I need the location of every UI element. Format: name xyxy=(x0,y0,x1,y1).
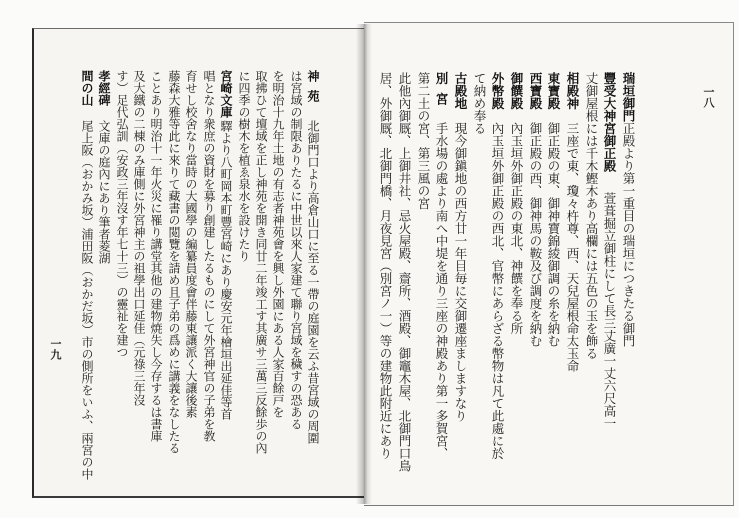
column-heading: 古殿地 xyxy=(453,72,468,110)
text-column xyxy=(183,70,199,418)
column-heading: 外幣殿 xyxy=(490,72,505,110)
column-text: 尾上阪（おかみ坂）浦田阪（おかだ坂）市の側所をいふ、兩宮の中 xyxy=(80,120,94,480)
text-column xyxy=(583,72,599,360)
column-text: 御正殿の西、御神馬の鞍及び調度を納む xyxy=(528,122,543,347)
column-text: 丈御屋根には千木鰹木あり高欄には五色の玉を飾る xyxy=(584,72,599,360)
column-text: 及大鐵の二棟のみ庫側に外宮神主の祖學出口延佳（元祿三年沒 xyxy=(132,70,146,406)
column-heading: 間の山 xyxy=(80,70,94,106)
text-column xyxy=(96,70,112,264)
text-column xyxy=(433,72,449,460)
book-gutter xyxy=(356,24,372,504)
column-text: ことあり明治十一年火災に罹り講堂其他の建物焼失し今存するは書庫 xyxy=(149,70,163,442)
column-text: 文庫の庭內にあり筆者菱湖 xyxy=(97,120,111,264)
column-text: 居、外御厩、北御門橋、月夜見宮（別宮ノ一）等の建物此附近にあり xyxy=(378,72,393,460)
text-column xyxy=(131,70,147,406)
column-text: を明治十九年土地の有志者神苑會を興し外園にある人家百餘戸を xyxy=(271,70,285,418)
column-text: に四季の樹木を植ゑ泉水を設けたり xyxy=(237,70,251,262)
column-text: 第二土の宮、第三風の宮 xyxy=(416,72,431,210)
text-column xyxy=(114,70,130,358)
text-column xyxy=(288,70,304,430)
column-text: て納め奉る xyxy=(472,72,487,135)
column-text: 藤森大雅等此に來りて藏書の閲覽を請め且子弟の爲めに講義をなしたる xyxy=(167,70,181,454)
column-text: 內玉垣外御正殿の東北、神饌を奉る所 xyxy=(509,122,524,335)
column-heading: 御饌殿 xyxy=(509,72,524,110)
column-text: 育せし校舍なり當時の大國學の編纂員度會伴藤東讓派く大讓後素 xyxy=(184,70,198,418)
text-column xyxy=(396,72,412,472)
column-text: 現今御鎭地の西方廿一年目毎に交御遷座ましますなり xyxy=(453,122,468,422)
text-column xyxy=(201,70,217,442)
column-text: 取拂ひて壇域を正し神苑を開き同廿二年竣工す其廣サ三萬三反餘歩の內 xyxy=(254,70,268,454)
text-column xyxy=(489,72,505,460)
text-column xyxy=(236,70,252,262)
column-text: 唱となり衆庶の資財を募り創建したるものにして外宮神官の子弟を教 xyxy=(202,70,216,442)
column-heading: 西寶殿 xyxy=(528,72,543,110)
text-column xyxy=(148,70,164,442)
column-heading: 宮崎文庫 xyxy=(219,70,233,118)
column-heading: 瑞垣御門 xyxy=(621,72,636,122)
column-text: す）足代弘訓（安政三年沒す年七十三）の靈祉を建つ xyxy=(115,70,129,358)
column-heading: 東寶殿 xyxy=(546,72,561,110)
text-column xyxy=(452,72,468,422)
text-column xyxy=(253,70,269,454)
text-column xyxy=(545,72,561,347)
column-heading: 相殿神 xyxy=(565,72,580,110)
column-text: 御正殿の東、御神寶錦綾御調の糸を納む xyxy=(546,122,561,347)
column-text: 萱葺掘立御柱にして長三丈廣一丈六尺高一 xyxy=(602,192,617,430)
column-text: 內玉垣外御正殿の西北、官幣にあらざる幣物は凡て此處に於 xyxy=(490,122,505,460)
text-column xyxy=(620,72,636,347)
text-column xyxy=(564,72,580,372)
text-column xyxy=(377,72,393,460)
column-text: 正殿より第一重目の瑞垣につきたる御門 xyxy=(621,122,636,347)
column-heading: 神苑 xyxy=(306,70,320,110)
text-column xyxy=(601,72,617,430)
text-column xyxy=(508,72,524,335)
column-text: 驛より八町岡本町豐宮崎にあり慶安元年檜垣出延佳等首 xyxy=(219,120,233,420)
column-text: 手水場の處より南へ中堤を通り三座の神殿あり第一多賀宮、 xyxy=(434,122,449,460)
column-heading: 別宮 xyxy=(434,72,449,113)
column-text: 北御門口より高倉山口に至る一帶の庭園を云ふ昔宮域の周圍 xyxy=(306,120,320,444)
text-column xyxy=(218,70,234,420)
text-column xyxy=(270,70,286,418)
column-heading: 豐受大神宮御正殿 xyxy=(602,72,617,172)
text-column xyxy=(166,70,182,454)
column-text: は宮域の制限ありたるに中世以來人家建て聯り宮域を穢すの恐ある xyxy=(289,70,303,430)
page-number: 一九 xyxy=(49,338,62,360)
text-column xyxy=(79,70,95,480)
column-heading: 孝經碑 xyxy=(97,70,111,106)
column-text: 此他內御厩、上御井社、忌火屋殿、齋所、酒殿、御竈木屋、北御門口鳥 xyxy=(397,72,412,472)
text-column xyxy=(415,72,431,210)
column-text: 三座で東、瓊々杵尊、西、天兒屋根命太玉命 xyxy=(565,122,580,372)
text-column xyxy=(527,72,543,347)
page-number: 一八 xyxy=(702,86,715,108)
text-column xyxy=(471,72,487,135)
text-column xyxy=(305,70,321,444)
